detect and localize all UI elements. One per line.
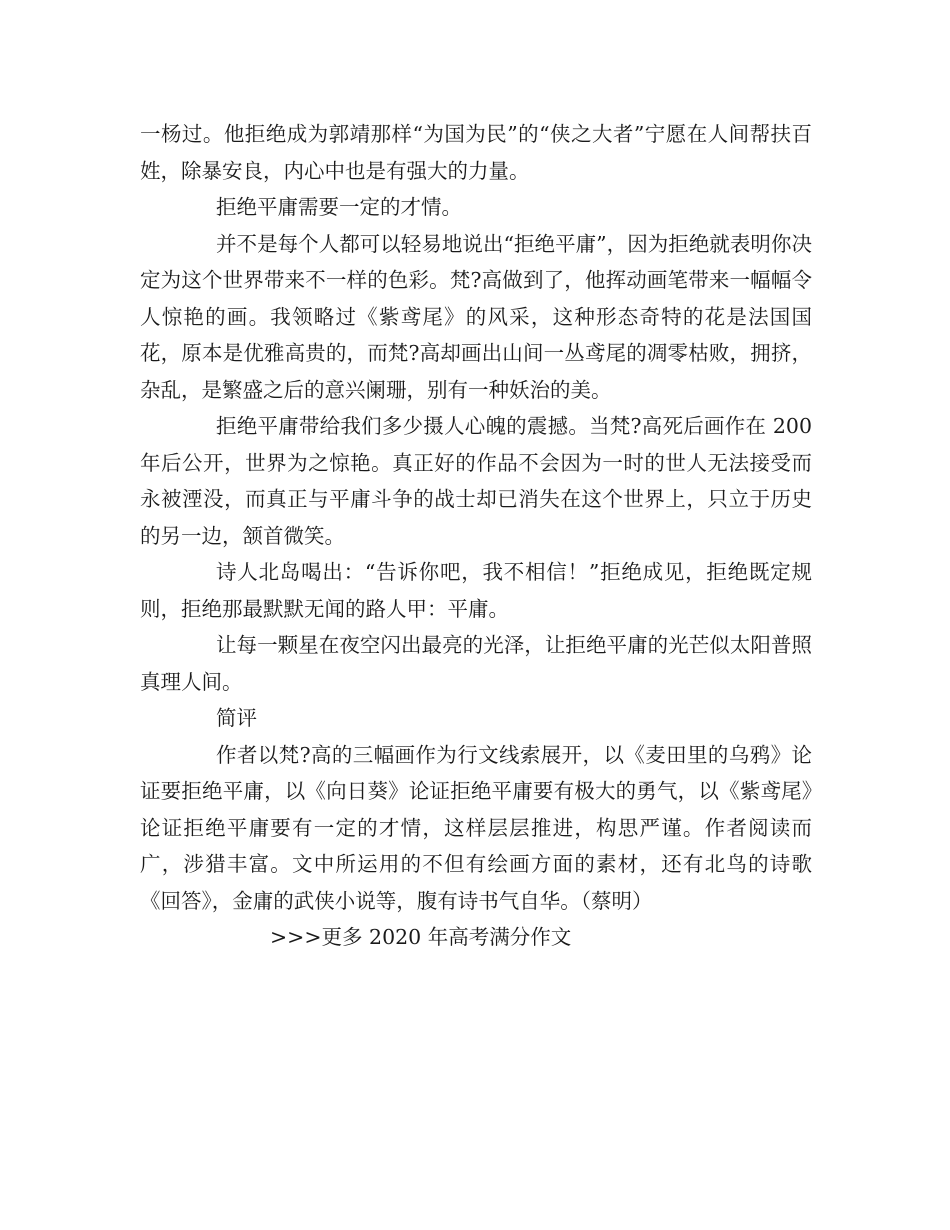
more-essays-link[interactable]: >>>更多 2020 年高考满分作文 bbox=[270, 925, 572, 949]
essay-body bbox=[140, 116, 812, 956]
paragraph-talent-heading: 拒绝平庸需要一定的才情。 bbox=[216, 195, 462, 219]
paragraph-purple-iris: 并不是每个人都可以轻易地说出“拒绝平庸”，因为拒绝就表明你决定为这个世界带来不一样的色彩。梵?高做到了，他挥动画笔带来一幅幅令人惊艳的画。我领略过《紫鸢尾》的风采，这种形态奇特的花是法国国花，原本是优雅高贵的，而梵?高却画出山间一丛鸢尾的凋零枯败，拥挤，杂乱，是繁盛之后的意兴阑珊，别有一种妖治的美。 bbox=[140, 231, 812, 402]
paragraph-stars: 让每一颗星在夜空闪出最亮的光泽，让拒绝平庸的光芒似太阳普照真理人间。 bbox=[140, 633, 812, 694]
review-heading: 简评 bbox=[216, 706, 257, 730]
review-text: 作者以梵?高的三幅画作为行文线索展开，以《麦田里的乌鸦》论证要拒绝平庸，以《向日葵》论证拒绝平庸要有极大的勇气，以《紫鸢尾》论证拒绝平庸要有一定的才情，这样层层推进，构思严谨。作者阅读而广，涉猎丰富。文中所运用的不但有绘画方面的素材，还有北鸟的诗歌《回答》，金庸的武侠小说等，腹有诗书气自华。（蔡明） bbox=[140, 742, 812, 913]
paragraph-yang-guo: 一杨过。他拒绝成为郭靖那样“为国为民”的“侠之大者”宁愿在人间帮扶百姓，除暴安良，内心中也是有强大的力量。 bbox=[140, 122, 812, 183]
paragraph-shock: 拒绝平庸带给我们多少摄人心魄的震撼。当梵?高死后画作在 200 年后公开，世界为之惊艳。真正好的作品不会因为一时的世人无法接受而永被湮没，而真正与平庸斗争的战士却已消失在这个世界上，只立于历史的另一边，颔首微笑。 bbox=[140, 414, 812, 548]
paragraph-bei-dao: 诗人北岛喝出：“告诉你吧，我不相信！”拒绝成见，拒绝既定规则，拒绝那最默默无闻的路人甲：平庸。 bbox=[140, 560, 812, 621]
